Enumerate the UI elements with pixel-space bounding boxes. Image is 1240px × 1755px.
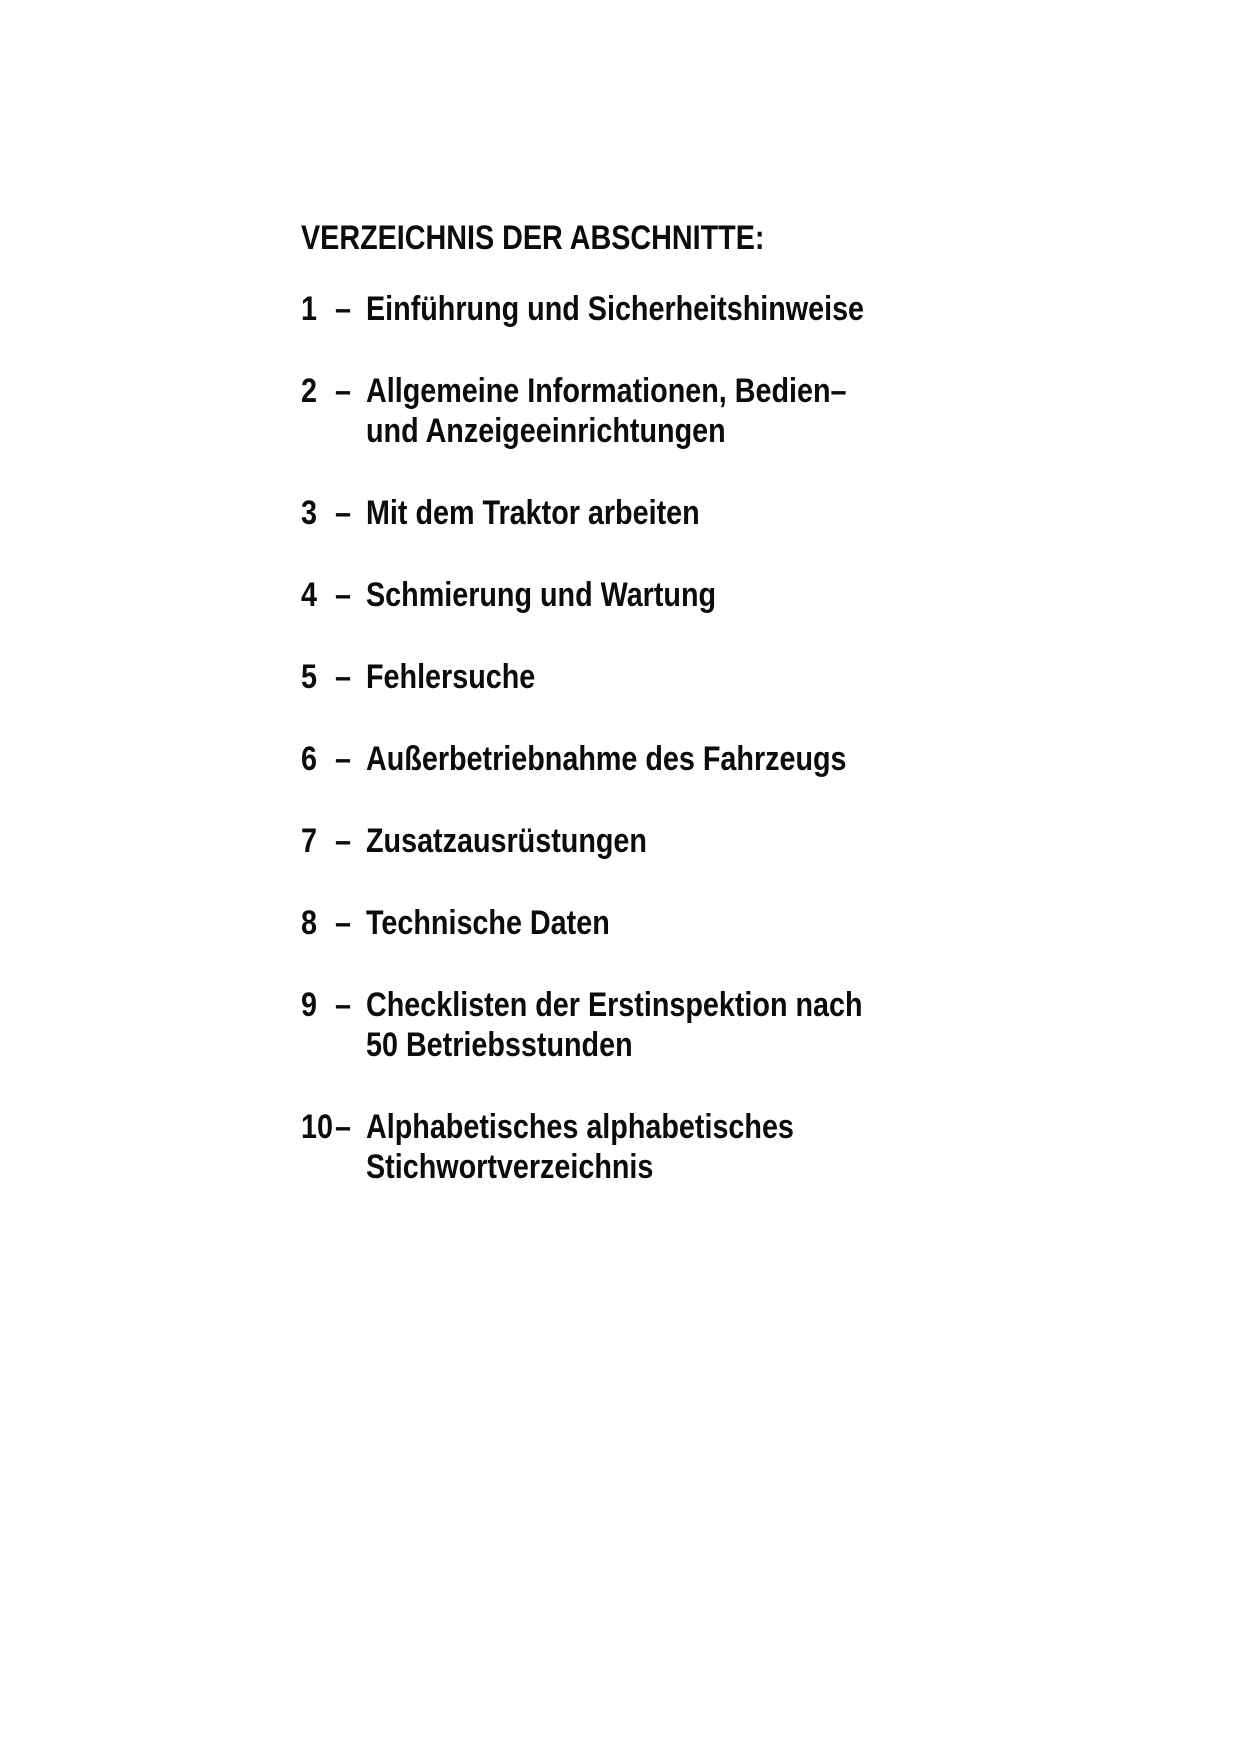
toc-item — [301, 821, 1061, 861]
toc-item — [301, 657, 1061, 697]
toc-list — [301, 289, 1061, 1187]
section-number: 4 — [301, 576, 317, 614]
section-number: 8 — [301, 904, 317, 942]
section-number: 2 — [301, 372, 317, 410]
section-title-line: Allgemeine Informationen, Bedien– — [366, 372, 847, 410]
section-title — [366, 739, 1061, 779]
section-dash: – — [335, 372, 351, 410]
toc-item — [301, 739, 1061, 779]
toc-item — [301, 903, 1061, 943]
section-dash: – — [335, 986, 351, 1024]
section-title-line-2: und Anzeigeeinrichtungen — [366, 412, 726, 450]
section-title — [366, 903, 1061, 943]
section-title — [366, 985, 1061, 1065]
toc-content — [301, 218, 1061, 1229]
section-title-line: Zusatzausrüstungen — [366, 822, 647, 860]
section-title-line: Mit dem Traktor arbeiten — [366, 494, 700, 532]
section-title-line: Einführung und Sicherheitshinweise — [366, 290, 865, 328]
section-number: 10 — [301, 1108, 333, 1146]
section-title — [366, 289, 1061, 329]
section-dash: – — [335, 740, 351, 778]
section-number: 5 — [301, 658, 317, 696]
section-title-line-2: Stichwortverzeichnis — [366, 1148, 654, 1186]
toc-item — [301, 289, 1061, 329]
section-title-line: Außerbetriebnahme des Fahrzeugs — [366, 740, 847, 778]
section-title-line: Technische Daten — [366, 904, 610, 942]
toc-item — [301, 985, 1061, 1065]
section-title-line: Schmierung und Wartung — [366, 576, 717, 614]
toc-item — [301, 1107, 1061, 1187]
section-dash: – — [335, 904, 351, 942]
section-title-line: Alphabetisches alphabetisches — [366, 1108, 794, 1146]
section-title-line-2: 50 Betriebsstunden — [366, 1026, 633, 1064]
section-number: 6 — [301, 740, 317, 778]
page-title: VERZEICHNIS DER ABSCHNITTE: — [301, 219, 765, 257]
section-title — [366, 1107, 1061, 1187]
section-title-line: Checklisten der Erstinspektion nach — [366, 986, 863, 1024]
toc-item — [301, 371, 1061, 451]
section-dash: – — [335, 290, 351, 328]
section-dash: – — [335, 494, 351, 532]
section-title — [366, 657, 1061, 697]
toc-item — [301, 493, 1061, 533]
toc-item — [301, 575, 1061, 615]
section-number: 7 — [301, 822, 317, 860]
section-number: 3 — [301, 494, 317, 532]
section-dash: – — [335, 658, 351, 696]
section-title — [366, 575, 1061, 615]
section-number: 1 — [301, 290, 317, 328]
section-title — [366, 371, 1061, 451]
section-dash: – — [335, 1108, 351, 1146]
section-title — [366, 821, 1061, 861]
section-title — [366, 493, 1061, 533]
section-title-line: Fehlersuche — [366, 658, 536, 696]
section-dash: – — [335, 576, 351, 614]
section-dash: – — [335, 822, 351, 860]
section-number: 9 — [301, 986, 317, 1024]
